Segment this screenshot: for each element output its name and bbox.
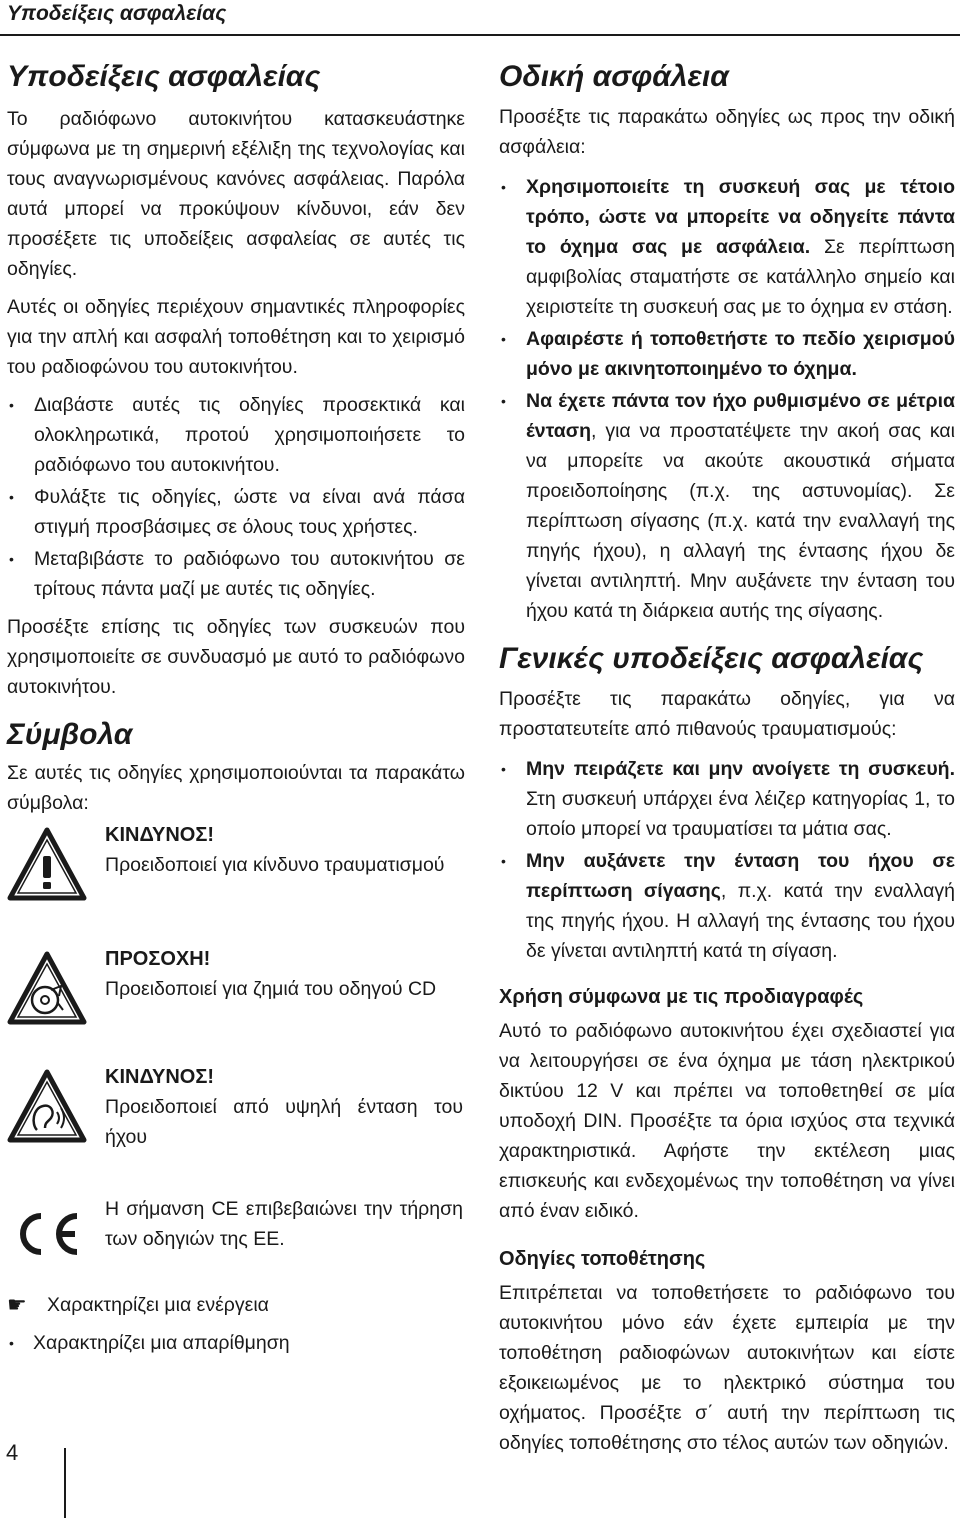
page-number: 4 — [6, 1440, 19, 1465]
section-title-road-safety: Οδική ασφάλεια — [499, 60, 729, 93]
section-title-symbols: Σύμβολα — [7, 718, 133, 751]
warning-triangle-icon — [7, 826, 87, 906]
legend-text: Χαρακτηρίζει μια ενέργεια — [47, 1294, 269, 1316]
footer-divider — [64, 1448, 66, 1518]
legend-list — [7, 1328, 465, 1358]
symbol-label: ΚΙΝΔΥΝΟΣ! — [105, 824, 215, 846]
road-intro: Προσέξτε τις παρακάτω οδηγίες ως προς την οδική ασφάλεια: — [499, 106, 955, 158]
intro-paragraph-1: Το ραδιόφωνο αυτοκινήτου κατασκευάστηκε σύμφωνα με τη σημερινή εξέλιξη της τεχνολογίας και τους αναγνωρισμένους κανόνες ασφάλειας. Παρόλα αυτά μπορεί να προκύψουν κίνδυνοι, εάν δεν προσέξετε τις υποδείξεις ασφαλείας σε αυτές τις οδηγίες. — [7, 108, 465, 280]
list-item-bold: Αφαιρέστε ή τοποθετήστε το πεδίο χειρισμού μόνο με ακινητοποιημένο το όχημα. — [526, 328, 955, 380]
page-header — [0, 0, 960, 36]
road-bullet-list — [499, 172, 955, 626]
cd-damage-warning-icon — [7, 950, 87, 1030]
running-title: Υποδείξεις ασφαλείας — [7, 2, 227, 25]
pointing-hand-icon: ☛ — [7, 1292, 27, 1317]
intro-paragraph-2: Αυτές οι οδηγίες περιέχουν σημαντικές πληροφορίες για την απλή και ασφαλή τοποθέτηση και το χειρισμό του ραδιοφώνου του αυτοκινήτου. — [7, 296, 465, 378]
list-item — [7, 390, 465, 480]
subsection-title-usage: Χρήση σύμφωνα με τις προδιαγραφές — [499, 986, 864, 1008]
bullet-icon: • — [9, 489, 14, 505]
installation-paragraph: Επιτρέπεται να τοποθετήσετε το ραδιόφωνο του αυτοκινήτου μόνο εάν έχετε εμπειρία με την τοποθέτηση ραδιοφώνων αυτοκινήτων και είστε εξοικειωμένος με το ηλεκτρικό σύστημα του οχήματος. Προσέξτε σ΄ αυτή την περίπτωση τις οδηγίες τοποθέτησης στο τέλος αυτών των οδηγιών. — [499, 1282, 955, 1454]
symbol-description: Η σήμανση CE επιβεβαιώνει την τήρηση των οδηγιών της ΕΕ. — [105, 1198, 463, 1250]
bullet-icon: • — [9, 551, 14, 567]
bullet-icon: • — [501, 331, 506, 347]
usage-paragraph: Αυτό το ραδιόφωνο αυτοκινήτου έχει σχεδιαστεί για να λειτουργήσει σε ένα όχημα με τάση ηλεκτρικού δικτύου 12 V και πρέπει να τοποθετηθεί σε μία υποδοχή DIN. Προσέξτε τα όρια ισχύος στα τεχνικά χαρακτηριστικά. Αφήστε την εκτέλεση μιας επισκευής και ενδεχομένως την τοποθέτηση να γίνει από έναν ειδικό. — [499, 1020, 955, 1222]
symbol-row-danger — [7, 820, 465, 944]
list-item-text: Στη συσκευή υπάρχει ένα λέιζερ κατηγορίας 1, το οποίο μπορεί να τραυματίσει τα μάτια σας. — [526, 788, 955, 840]
left-column — [7, 58, 465, 1366]
general-intro: Προσέξτε τις παρακάτω οδηγίες, για να προστατευτείτε από πιθανούς τραυματισμούς: — [499, 688, 955, 740]
list-item-bold: Μην αυξάνετε την ένταση του ήχου σε περίπτωση σίγασης — [526, 850, 955, 902]
intro-paragraph-3: Προσέξτε επίσης τις οδηγίες των συσκευών που χρησιμοποιείτε σε συνδυασμό με αυτό το ραδιόφωνο αυτοκινήτου. — [7, 616, 465, 698]
symbol-description: Προειδοποιεί για ζημιά του οδηγού CD — [105, 978, 437, 1000]
right-column — [499, 58, 955, 1466]
general-bullet-list — [499, 754, 955, 966]
bullet-icon: • — [501, 179, 506, 195]
list-item-bold: Μην πειράζετε και μην ανοίγετε τη συσκευή. — [526, 758, 955, 780]
symbol-label: ΠΡΟΣΟΧΗ! — [105, 948, 211, 970]
list-item-text: Μεταβιβάστε το ραδιόφωνο του αυτοκινήτου σε τρίτους πάντα μαζί με αυτές τις οδηγίες. — [34, 548, 465, 600]
intro-bullet-list — [7, 390, 465, 604]
list-item — [499, 846, 955, 966]
symbol-row-ce — [7, 1190, 465, 1290]
list-item-bold: Χρησιμοποιείτε τη συσκευή σας με τέτοιο τρόπο, ώστε να μπορείτε να οδηγείτε πάντα το όχημα σας με ασφάλεια. — [526, 176, 955, 258]
symbol-description: Προειδοποιεί για κίνδυνο τραυματισμού — [105, 854, 445, 876]
list-item-text: Διαβάστε αυτές τις οδηγίες προσεκτικά και ολοκληρωτικά, προτού χρησιμοποιήσετε το ραδιόφωνο του αυτοκινήτου. — [34, 394, 465, 476]
legend-text: Χαρακτηρίζει μια απαρίθμηση — [33, 1332, 290, 1354]
bullet-icon: • — [9, 1335, 14, 1351]
list-item — [7, 544, 465, 604]
symbol-description: Προειδοποιεί από υψηλή ένταση του ήχου — [105, 1096, 463, 1148]
list-item-text: Φυλάξτε τις οδηγίες, ώστε να είναι ανά πάσα στιγμή προσβάσιμες σε όλους τους χρήστες. — [34, 486, 465, 538]
symbol-row-caution — [7, 944, 465, 1062]
list-item-text: Σε περίπτωση αμφιβολίας σταματήστε σε κατάλληλο σημείο και χειριστείτε τη συσκευή σας με το όχημα εν στάση. — [526, 236, 955, 318]
list-item — [499, 172, 955, 322]
hearing-warning-icon — [7, 1068, 87, 1148]
list-item — [499, 324, 955, 384]
symbol-row-volume — [7, 1062, 465, 1190]
symbols-intro: Σε αυτές τις οδηγίες χρησιμοποιούνται τα παρακάτω σύμβολα: — [7, 762, 465, 814]
section-title-general-safety: Γενικές υποδείξεις ασφαλείας — [499, 642, 924, 675]
bullet-icon: • — [501, 761, 506, 777]
list-item — [499, 386, 955, 626]
ce-mark-icon — [7, 1194, 87, 1274]
bullet-icon: • — [501, 853, 506, 869]
legend-action — [7, 1290, 465, 1320]
bullet-icon: • — [9, 397, 14, 413]
section-title-safety: Υποδείξεις ασφαλείας — [7, 60, 321, 93]
list-item — [499, 754, 955, 844]
list-item-bold: Να έχετε πάντα τον ήχο ρυθμισμένο σε μέτρια ένταση — [526, 390, 955, 442]
bullet-icon: • — [501, 393, 506, 409]
subsection-title-installation: Οδηγίες τοποθέτησης — [499, 1248, 706, 1270]
list-item-text: , π.χ. κατά την εναλλαγή της πηγής ήχου. Η αλλαγή της έντασης του ήχου δε γίνεται αντιληπτή κατά τη σίγαση. — [526, 880, 955, 962]
list-item-text: , για να προστατέψετε την ακοή σας και να μπορείτε να ακούτε ακουστικά σήματα προειδοποίησης (π.χ. της αστυνομίας). Σε περίπτωση σίγασης (π.χ. κατά την εναλλαγή της πηγής ήχου), η αλλαγή της έντασης ήχου δε γίνεται αντιληπτή. Μην αυξάνετε την ένταση του ήχου κατά τη διάρκεια αυτής της σίγασης. — [526, 420, 955, 622]
list-item — [7, 482, 465, 542]
symbol-label: ΚΙΝΔΥΝΟΣ! — [105, 1066, 215, 1088]
